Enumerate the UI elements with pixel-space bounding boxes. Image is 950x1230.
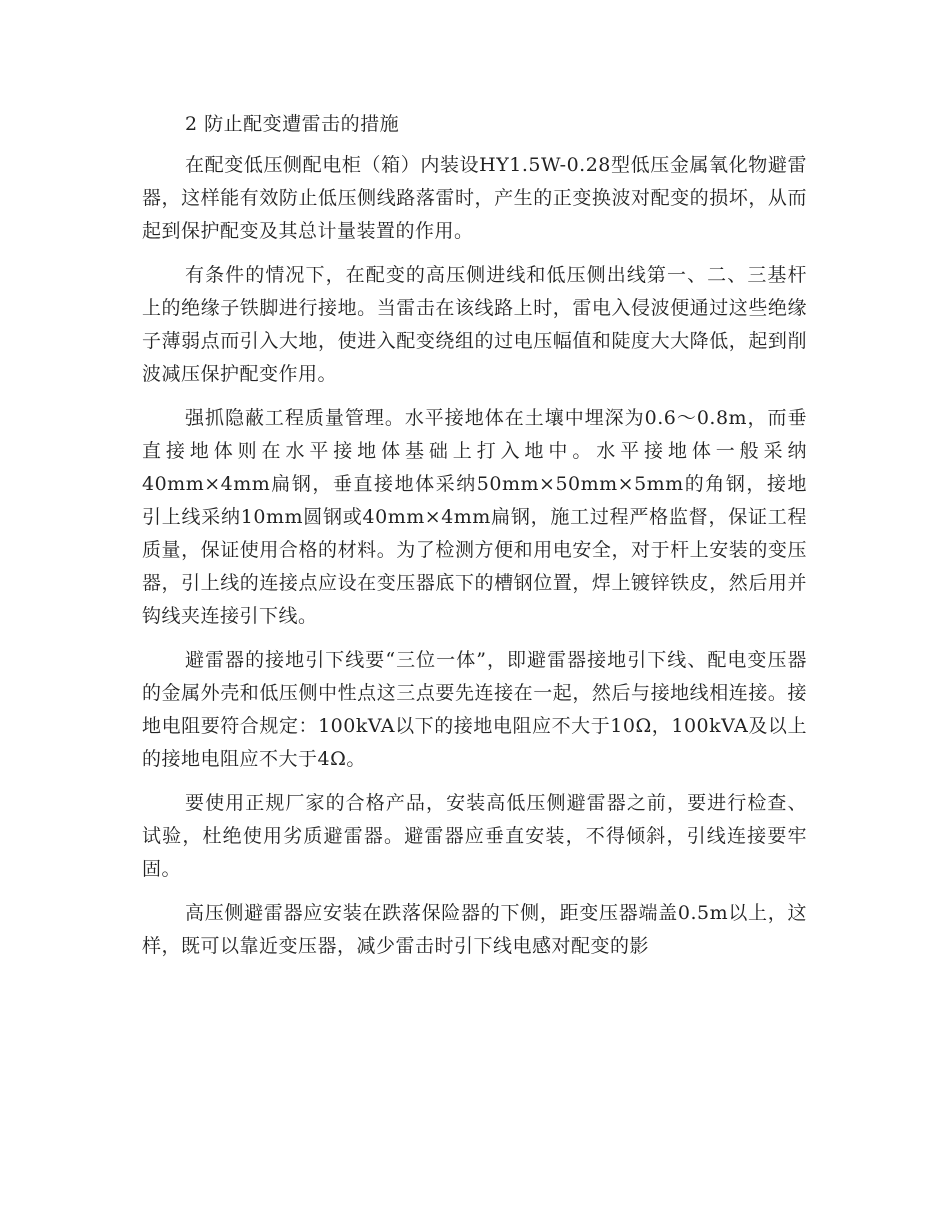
paragraph-lv-arrester: 在配变低压侧配电柜（箱）内装设HY1.5W-0.28型低压金属氧化物避雷器，这样能有效防止低压侧线路落雷时，产生的正变换波对配变的损坏，从而起到保护配变及其总计量装置的作用。	[142, 154, 807, 242]
paragraph-insulator-grounding: 有条件的情况下，在配变的高压侧进线和低压侧出线第一、二、三基杆上的绝缘子铁脚进行接地。当雷击在该线路上时，雷电入侵波便通过这些绝缘子薄弱点而引入大地，使进入配变绕组的过电压幅值和陡度大大降低，起到削波减压保护配变作用。	[142, 264, 807, 385]
paragraph-hv-arrester-position: 高压侧避雷器应安装在跌落保险器的下侧，距变压器端盖0.5m以上，这样，既可以靠近变压器，减少雷击时引下线电感对配变的影	[142, 902, 807, 957]
paragraph-three-in-one: 避雷器的接地引下线要“三位一体”，即避雷器接地引下线、配电变压器的金属外壳和低压侧中性点这三点要先连接在一起，然后与接地线相连接。接地电阻要符合规定：100kVA以下的接地电阻应不大于10Ω，100kVA及以上的接地电阻应不大于4Ω。	[142, 649, 807, 770]
document-body	[142, 108, 807, 974]
section-heading: 2 防止配变遭雷击的措施	[185, 113, 400, 135]
paragraph-concealed-works: 强抓隐蔽工程质量管理。水平接地体在土壤中埋深为0.6～0.8m，而垂直接地体则在水平接地体基础上打入地中。水平接地体一般采纳40mm×4mm扁钢，垂直接地体采纳50mm×50mm×5mm的角钢，接地引上线采纳10mm圆钢或40mm×4mm扁钢，施工过程严格监督，保证工程质量，保证使用合格的材料。为了检测方便和用电安全，对于杆上安装的变压器，引上线的连接点应设在变压器底下的槽钢位置，焊上镀锌铁皮，然后用并钩线夹连接引下线。	[142, 407, 807, 627]
paragraph-qualified-products: 要使用正规厂家的合格产品，安装高低压侧避雷器之前，要进行检查、试验，杜绝使用劣质避雷器。避雷器应垂直安装，不得倾斜，引线连接要牢固。	[142, 792, 807, 880]
